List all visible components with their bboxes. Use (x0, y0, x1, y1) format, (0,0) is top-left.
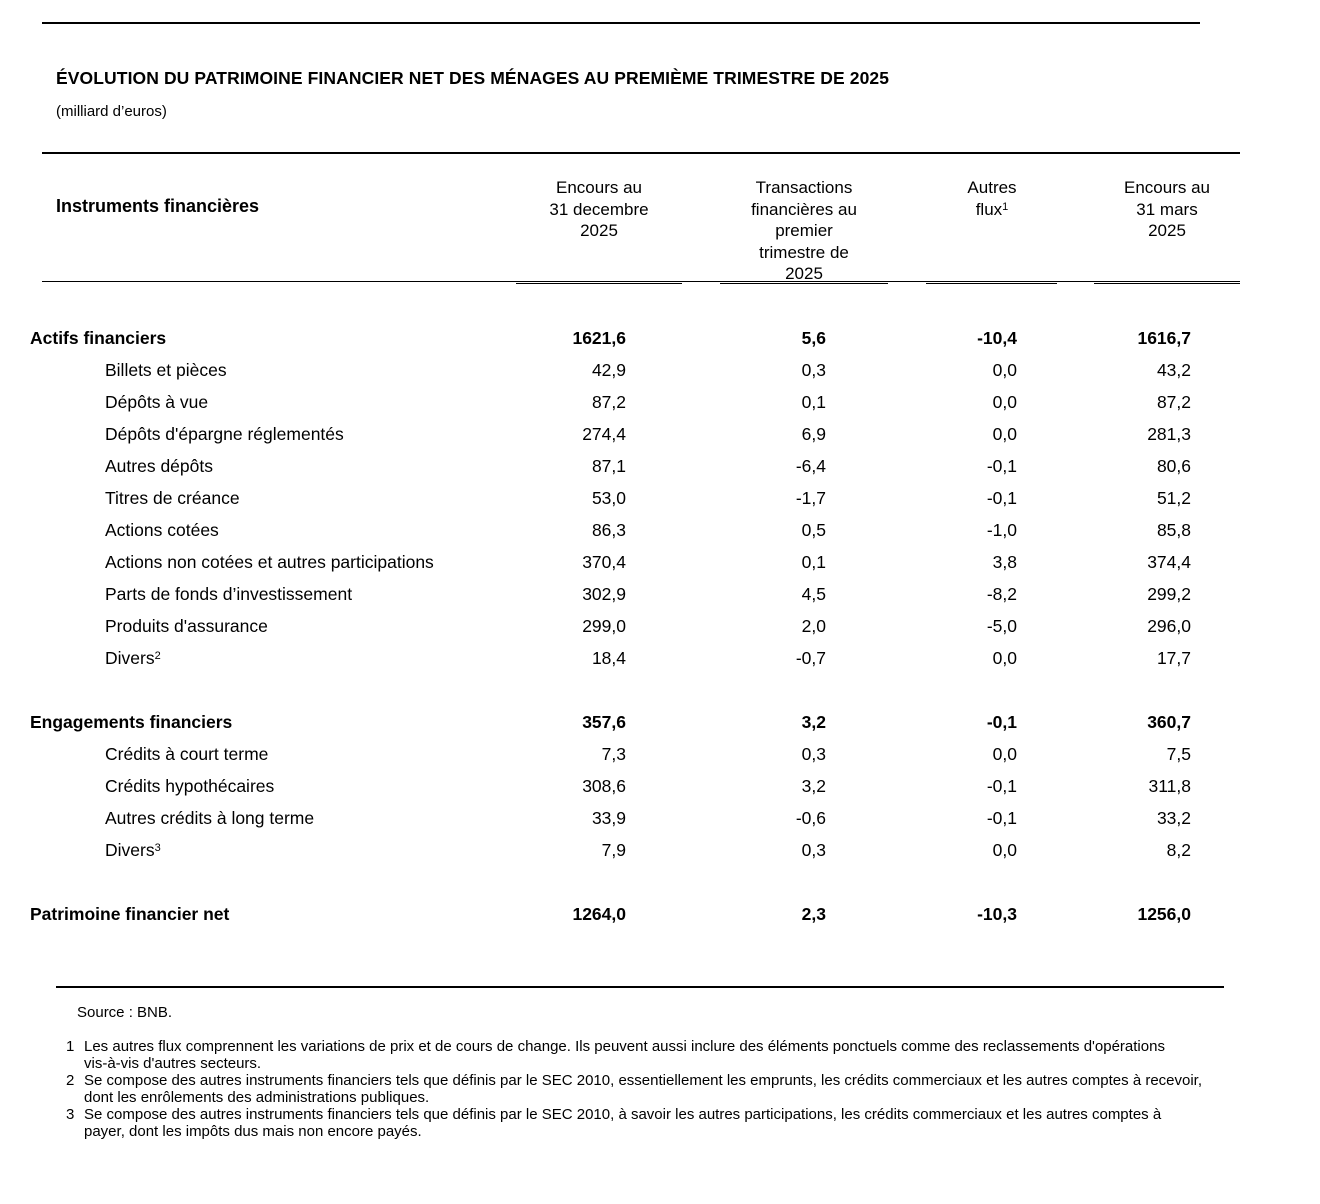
unit-note: (milliard d’euros) (56, 103, 167, 120)
value-cell: 43,2 (1156, 360, 1191, 380)
value-cell: 0,0 (992, 360, 1017, 380)
header-col-transactions (724, 177, 884, 285)
value-cell: 296,0 (1147, 616, 1191, 636)
col1-underline (516, 283, 682, 284)
row-label (30, 903, 229, 925)
value-cell: -0,1 (986, 776, 1017, 796)
row-label (105, 519, 219, 541)
value-cell: 1256,0 (1137, 904, 1191, 924)
row-label-text: Produits d'assurance (105, 616, 268, 636)
footnote-line: Les autres flux comprennent les variations de prix et de cours de change. Ils peuvent aussi inclure des éléments ponctuels comme des reclassements d'opérations (84, 1038, 1165, 1055)
row-label (30, 711, 232, 733)
footnote-ref: 1 (1002, 200, 1009, 213)
value-cell: 308,6 (582, 776, 626, 796)
header-col1-line: 2025 (580, 221, 618, 240)
value-cell: 1616,7 (1137, 328, 1191, 348)
table-row (0, 359, 1320, 391)
header-col4-line: 31 mars (1136, 199, 1198, 219)
value-cell: 302,9 (582, 584, 626, 604)
table-section-row (0, 711, 1320, 743)
row-label (105, 583, 352, 605)
row-label (105, 647, 161, 669)
value-cell: -10,3 (977, 904, 1017, 924)
footnote-line: payer, dont les impôts dus mais non encore payés. (84, 1123, 422, 1140)
row-label (105, 551, 434, 573)
table-row (0, 391, 1320, 423)
value-cell: 370,4 (582, 552, 626, 572)
table-row (0, 647, 1320, 679)
header-col1-line: 31 decembre (549, 199, 649, 219)
row-label-text: Dépôts d'épargne réglementés (105, 424, 344, 444)
header-col-encours-mars (1087, 177, 1247, 242)
value-cell: 2,0 (801, 616, 826, 636)
value-cell: 0,3 (801, 840, 826, 860)
row-label-text: Autres crédits à long terme (105, 808, 315, 828)
col4-underline (1094, 283, 1240, 284)
value-cell: 53,0 (591, 488, 626, 508)
row-label (105, 775, 274, 797)
row-label-text: Actifs financiers (30, 328, 167, 348)
value-cell: -0,6 (795, 808, 826, 828)
row-label-text: Divers (105, 648, 155, 668)
row-label (105, 359, 227, 381)
footnote-line: Se compose des autres instruments financiers tels que définis par le SEC 2010, essentiellement les emprunts, les crédits commerciaux et les autres comptes à recevoir, (84, 1072, 1203, 1089)
value-cell: 7,3 (601, 744, 626, 764)
table-row (0, 775, 1320, 807)
row-label-text: Patrimoine financier net (30, 904, 230, 924)
value-cell: 360,7 (1147, 712, 1191, 732)
value-cell: 33,9 (591, 808, 626, 828)
header-col1-line: Encours au (556, 178, 642, 197)
value-cell: 3,2 (801, 712, 826, 732)
value-cell: 5,6 (801, 328, 826, 348)
value-cell: -1,0 (986, 520, 1017, 540)
value-cell: 2,3 (801, 904, 826, 924)
header-col2-line: 2025 (785, 264, 823, 283)
footnote-line: vis-à-vis d'autres secteurs. (84, 1055, 262, 1072)
row-label-text: Dépôts à vue (105, 392, 209, 412)
header-col4-line: Encours au (1124, 178, 1210, 197)
value-cell: 42,9 (591, 360, 626, 380)
value-cell: 33,2 (1156, 808, 1191, 828)
footnote-text (84, 1106, 1264, 1140)
header-col3-text: flux (975, 199, 1003, 219)
table-row (0, 487, 1320, 519)
table-header-top-rule (42, 152, 1240, 154)
value-cell: 0,3 (801, 360, 826, 380)
value-cell: 17,7 (1156, 648, 1191, 668)
value-cell: 0,0 (992, 648, 1017, 668)
header-col2-line: financières au (751, 199, 857, 219)
value-cell: 299,2 (1147, 584, 1191, 604)
row-label (30, 327, 166, 349)
header-col-encours-decembre (519, 177, 679, 242)
source-note: Source : BNB. (77, 1004, 173, 1021)
value-cell: -6,4 (795, 456, 826, 476)
value-cell: 7,9 (601, 840, 626, 860)
table-row (0, 455, 1320, 487)
footnote-text (84, 1038, 1264, 1072)
table-row (0, 743, 1320, 775)
value-cell: 87,2 (1156, 392, 1191, 412)
value-cell: 18,4 (591, 648, 626, 668)
row-label-text: Autres dépôts (105, 456, 213, 476)
footnote-line: dont les enrôlements des administrations publiques. (84, 1089, 430, 1106)
table-row (0, 519, 1320, 551)
value-cell: 3,8 (992, 552, 1017, 572)
footnote-number: 1 (66, 1038, 75, 1055)
row-label-text: Actions non cotées et autres participations (105, 552, 434, 572)
row-label-text: Crédits hypothécaires (105, 776, 275, 796)
footnote-number: 2 (66, 1072, 75, 1089)
value-cell: 374,4 (1147, 552, 1191, 572)
table-section-row (0, 903, 1320, 935)
value-cell: 357,6 (582, 712, 626, 732)
value-cell: 85,8 (1156, 520, 1191, 540)
row-label-text: Engagements financiers (30, 712, 233, 732)
value-cell: -0,1 (986, 712, 1017, 732)
header-instruments: Instruments financières (56, 196, 260, 216)
header-col2-line: trimestre de (759, 242, 849, 262)
value-cell: 0,0 (992, 392, 1017, 412)
value-cell: -5,0 (986, 616, 1017, 636)
value-cell: 0,1 (801, 392, 826, 412)
row-label-text: Crédits à court terme (105, 744, 269, 764)
table-row (0, 807, 1320, 839)
value-cell: 3,2 (801, 776, 826, 796)
value-cell: 0,0 (992, 744, 1017, 764)
header-col-autres-flux (932, 177, 1052, 220)
value-cell: -8,2 (986, 584, 1017, 604)
header-col2-line: Transactions (755, 178, 853, 197)
value-cell: 87,1 (591, 456, 626, 476)
header-col2-line: premier (775, 221, 833, 240)
value-cell: 87,2 (591, 392, 626, 412)
table-header-bottom-rule (42, 281, 1240, 282)
table-row (0, 423, 1320, 455)
col3-underline (926, 283, 1057, 284)
row-label-text: Actions cotées (105, 520, 219, 540)
value-cell: 51,2 (1156, 488, 1191, 508)
header-col3-line (932, 199, 1052, 221)
value-cell: -1,7 (795, 488, 826, 508)
value-cell: -10,4 (977, 328, 1017, 348)
footnote-line: Se compose des autres instruments financiers tels que définis par le SEC 2010, à savoir les autres participations, les crédits commerciaux et les autres comptes à (84, 1106, 1162, 1123)
value-cell: 0,3 (801, 744, 826, 764)
value-cell: 281,3 (1147, 424, 1191, 444)
value-cell: 1621,6 (572, 328, 626, 348)
row-label (105, 743, 268, 765)
row-label-text: Divers (105, 840, 155, 860)
value-cell: 311,8 (1148, 776, 1191, 796)
value-cell: -0,1 (986, 456, 1017, 476)
value-cell: 0,5 (801, 520, 826, 540)
footnote-text (84, 1072, 1264, 1106)
value-cell: 0,1 (801, 552, 826, 572)
value-cell: 80,6 (1156, 456, 1191, 476)
value-cell: -0,1 (986, 808, 1017, 828)
header-col4-line: 2025 (1148, 221, 1186, 240)
row-label (105, 839, 161, 861)
value-cell: 0,0 (992, 424, 1017, 444)
table-row (0, 615, 1320, 647)
row-label (105, 487, 240, 509)
footnote-ref: 3 (154, 842, 161, 854)
value-cell: 4,5 (801, 584, 826, 604)
header-col3-line: Autres (967, 178, 1017, 197)
value-cell: -0,7 (795, 648, 826, 668)
row-label-text: Billets et pièces (105, 360, 227, 380)
top-rule (42, 22, 1200, 24)
value-cell: 6,9 (801, 424, 826, 444)
value-cell: 299,0 (582, 616, 626, 636)
row-label (105, 807, 314, 829)
value-cell: 8,2 (1166, 840, 1191, 860)
value-cell: 1264,0 (572, 904, 626, 924)
row-label (105, 455, 213, 477)
table-bottom-rule (56, 986, 1224, 988)
page-title: ÉVOLUTION DU PATRIMOINE FINANCIER NET DES MÉNAGES AU PREMIÈME TRIMESTRE DE 2025 (56, 68, 890, 88)
table-row (0, 839, 1320, 871)
row-label-text: Titres de créance (105, 488, 240, 508)
table-section-row (0, 327, 1320, 359)
footnote-ref: 2 (154, 650, 161, 662)
value-cell: 0,0 (992, 840, 1017, 860)
value-cell: 7,5 (1166, 744, 1191, 764)
value-cell: 274,4 (582, 424, 626, 444)
row-label (105, 423, 344, 445)
row-label (105, 615, 268, 637)
table-row (0, 551, 1320, 583)
row-label (105, 391, 208, 413)
row-label-text: Parts de fonds d’investissement (105, 584, 353, 604)
table-row (0, 583, 1320, 615)
footnote-number: 3 (66, 1106, 75, 1123)
value-cell: -0,1 (986, 488, 1017, 508)
value-cell: 86,3 (591, 520, 626, 540)
